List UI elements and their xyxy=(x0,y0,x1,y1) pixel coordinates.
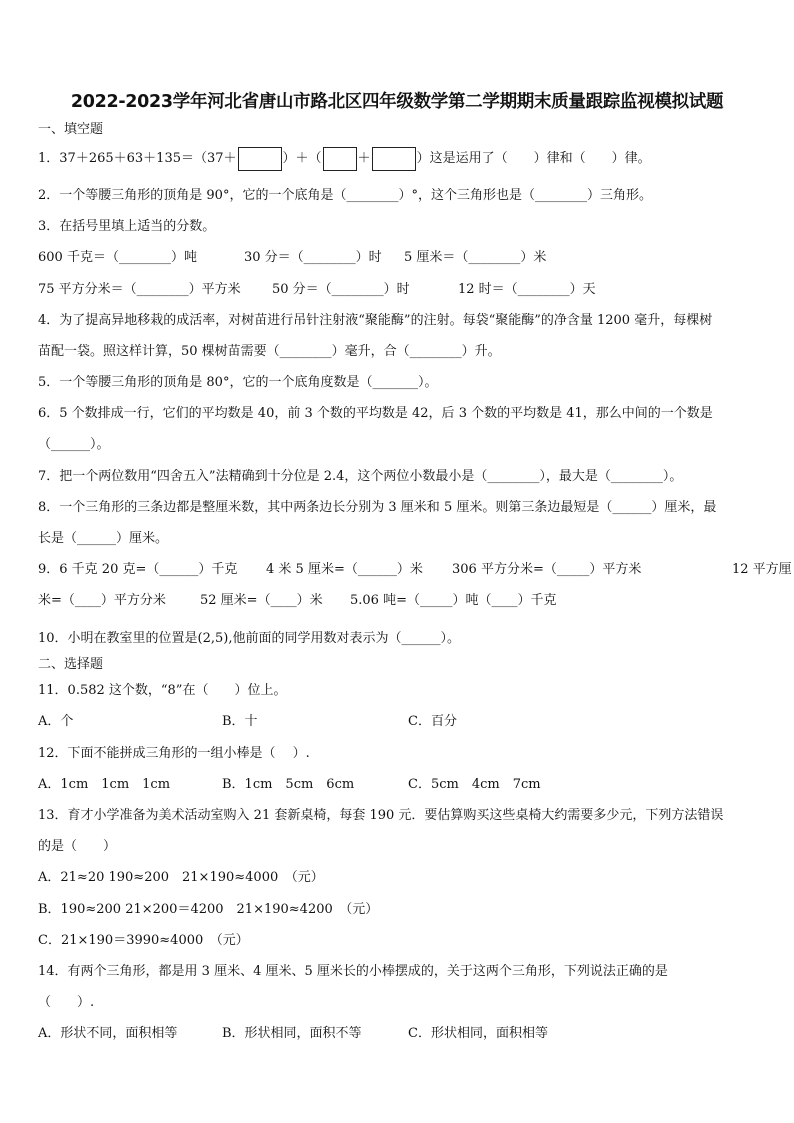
question-1-part-c: ＋ xyxy=(357,151,371,166)
question-8-line-1: 8．一个三角形的三条边都是整厘米数，其中两条边长分别为 3 厘米和 5 厘米。则第三条边最短是（______）厘米，最 xyxy=(38,500,717,515)
question-7: 7．把一个两位数用“四舍五入”法精确到十分位是 2.4，这个两位小数最小是（________），最大是（________）。 xyxy=(38,469,683,484)
answer-box[interactable] xyxy=(323,147,357,171)
option-b[interactable]: B．形状相同，面积不等 xyxy=(222,1026,362,1041)
question-14-options xyxy=(38,1026,548,1042)
question-4-line-1: 4．为了提高异地移栽的成活率，对树苗进行吊针注射液“聚能酶”的注射。每袋“聚能酶”的净含量 1200 毫升，每棵树 xyxy=(38,313,713,328)
option-a[interactable]: A．个 xyxy=(38,714,74,729)
question-1 xyxy=(38,146,651,173)
page-title: 2022-2023学年河北省唐山市路北区四年级数学第二学期期末质量跟踪监视模拟试题 xyxy=(70,92,724,112)
question-9-item: 52 厘米=（____）米 xyxy=(200,593,323,608)
question-6-line-2: （______）。 xyxy=(38,437,110,452)
answer-box[interactable] xyxy=(238,147,282,171)
question-12: 12．下面不能拼成三角形的一组小棒是（ ）. xyxy=(38,746,310,761)
question-3-item: 50 分＝（________）时 xyxy=(272,282,410,297)
question-9-item: 5.06 吨=（_____）吨（____）千克 xyxy=(350,593,557,608)
question-14-line-1: 14．有两个三角形，都是用 3 厘米、4 厘米、5 厘米长的小棒摆成的，关于这两个三角形，下列说法正确的是 xyxy=(38,964,668,979)
section-heading-fill-blank: 一、填空题 xyxy=(38,122,104,137)
option-c[interactable]: C．百分 xyxy=(408,714,457,729)
question-3-item: 12 时＝（________）天 xyxy=(458,282,596,297)
question-3-row-2 xyxy=(38,282,596,298)
question-10: 10．小明在教室里的位置是(2,5),他前面的同学用数对表示为（______）。 xyxy=(38,631,460,646)
option-a[interactable]: A．1cm 1cm 1cm xyxy=(38,777,171,792)
question-9-line-2 xyxy=(38,593,556,609)
question-14-line-2: （ ）. xyxy=(38,995,95,1010)
question-12-options xyxy=(38,777,541,793)
question-3-item: 5 厘米＝（________）米 xyxy=(404,250,547,265)
question-3: 3．在括号里填上适当的分数。 xyxy=(38,219,216,234)
question-9-line-1 xyxy=(38,562,792,578)
question-5: 5．一个等腰三角形的顶角是 80°，它的一个底角度数是（_______）。 xyxy=(38,375,438,390)
question-1-part-b: ）＋（ xyxy=(282,151,322,166)
question-13-line-2: 的是（ ） xyxy=(38,839,117,854)
option-b[interactable]: B．十 xyxy=(222,714,258,729)
option-b[interactable]: B．190≈200 21×200＝4200 21×190≈4200 （元） xyxy=(38,902,379,917)
question-3-row-1 xyxy=(38,250,546,266)
option-a[interactable]: A．21≈20 190≈200 21×190≈4000 （元） xyxy=(38,870,324,885)
question-9-item: 米=（____）平方分米 xyxy=(38,593,166,608)
question-9-item: 12 平方厘 xyxy=(732,562,792,577)
question-8-line-2: 长是（______）厘米。 xyxy=(38,531,169,546)
question-6-line-1: 6．5 个数排成一行，它们的平均数是 40，前 3 个数的平均数是 42，后 3 个数的平均数是 41，那么中间的一个数是 xyxy=(38,406,713,421)
question-3-item: 75 平方分米＝（________）平方米 xyxy=(38,282,241,297)
question-3-item: 30 分＝（________）时 xyxy=(244,250,382,265)
question-11: 11．0.582 这个数，“8”在（ ）位上。 xyxy=(38,683,287,698)
question-11-options xyxy=(38,714,457,730)
option-a[interactable]: A．形状不同，面积相等 xyxy=(38,1026,178,1041)
option-c[interactable]: C．形状相同，面积相等 xyxy=(408,1026,548,1041)
question-9-item: 9．6 千克 20 克=（______）千克 xyxy=(38,562,238,577)
option-c[interactable]: C．21×190＝3990≈4000 （元） xyxy=(38,933,249,948)
question-1-part-d: ）这是运用了（ ）律和（ ）律。 xyxy=(416,151,651,166)
question-9-item: 306 平方分米=（_____）平方米 xyxy=(452,562,642,577)
question-9-item: 4 米 5 厘米=（______）米 xyxy=(266,562,423,577)
question-3-item: 600 千克＝（________）吨 xyxy=(38,250,197,265)
option-b[interactable]: B．1cm 5cm 6cm xyxy=(222,777,355,792)
question-13-line-1: 13．育才小学准备为美术活动室购入 21 套新桌椅，每套 190 元．要估算购买这些桌椅大约需要多少元，下列方法错误 xyxy=(38,808,724,823)
option-c[interactable]: C．5cm 4cm 7cm xyxy=(408,777,541,792)
question-2: 2．一个等腰三角形的顶角是 90°，它的一个底角是（________）°，这个三角形也是（________）三角形。 xyxy=(38,188,652,203)
section-heading-multiple-choice: 二、选择题 xyxy=(38,657,104,672)
question-4-line-2: 苗配一袋。照这样计算，50 棵树苗需要（________）毫升，合（________）升。 xyxy=(38,344,501,359)
question-1-part-a: 1．37＋265＋63＋135＝（37＋ xyxy=(38,151,237,166)
answer-box[interactable] xyxy=(372,147,416,171)
